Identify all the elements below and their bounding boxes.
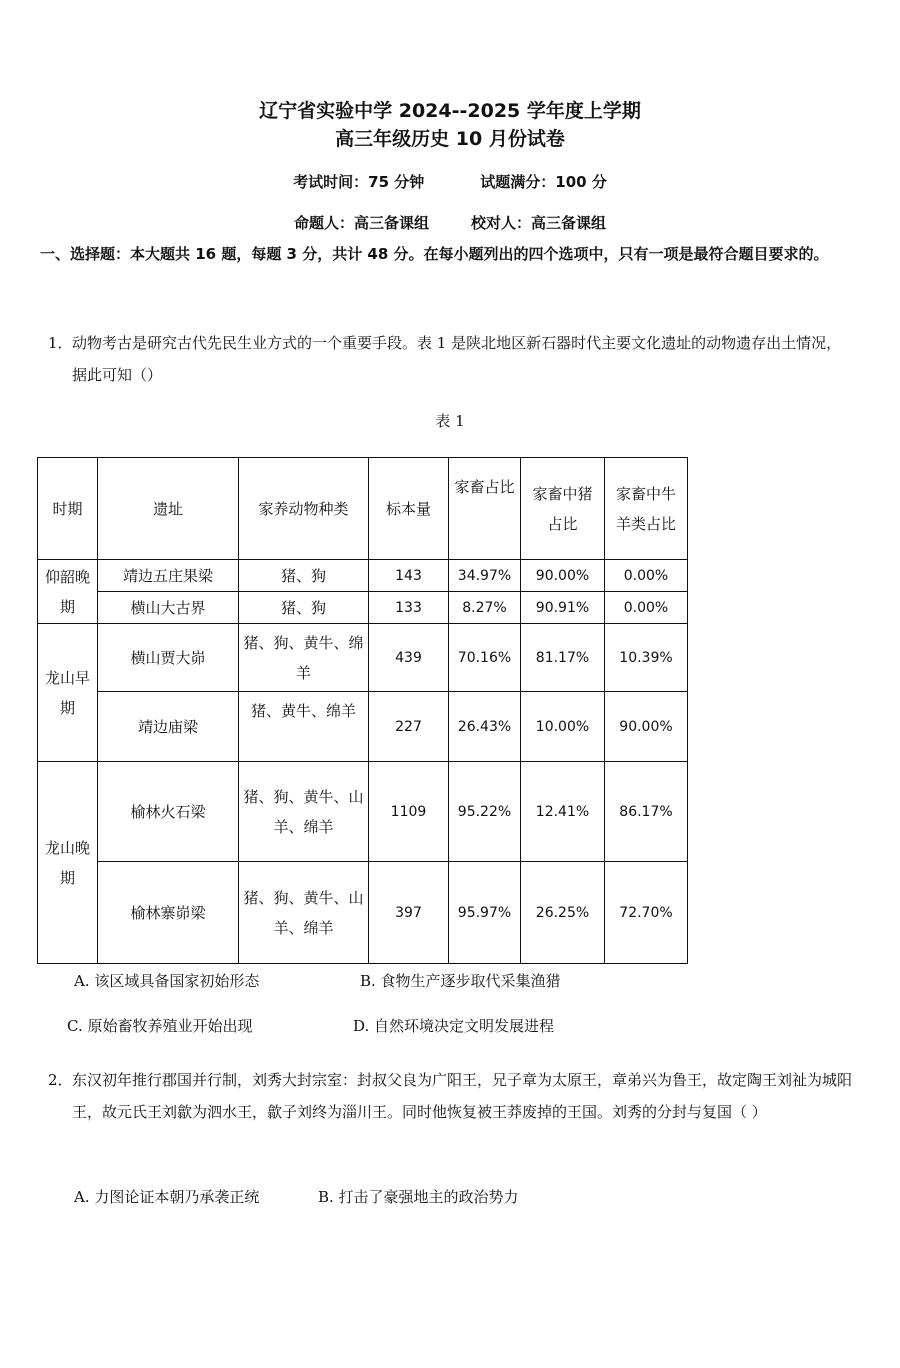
cell-animals: 猪、黄牛、绵羊 <box>239 692 369 762</box>
q2-text: 东汉初年推行郡国并行制，刘秀大封宗室：封叔父良为广阳王，兄子章为太原王，章弟兴为鲁王，故定陶王刘祉为城阳王，故元氏王刘歙为泗水王，歙子刘终为淄川王。同时他恢复被王莽废掉的王国。刘秀的分封与复国（ ） <box>72 1071 853 1121</box>
cell-site: 榆林火石梁 <box>98 762 239 862</box>
cell-samples: 439 <box>369 624 449 692</box>
cell-samples: 143 <box>369 560 449 592</box>
q1-option-d[interactable]: D. 自然环境决定文明发展进程 <box>353 1017 555 1035</box>
cell-animals: 猪、狗 <box>239 560 369 592</box>
cell-cattle-sheep-ratio: 72.70% <box>605 862 688 964</box>
checker: 校对人：高三备课组 <box>471 214 607 232</box>
table-header-row <box>38 458 688 560</box>
table-row <box>38 560 688 592</box>
cell-cattle-sheep-ratio: 10.39% <box>605 624 688 692</box>
header-site: 遗址 <box>98 458 239 560</box>
cell-samples: 227 <box>369 692 449 762</box>
period-longshan-late: 龙山晚期 <box>38 762 98 964</box>
cell-livestock-ratio: 26.43% <box>449 692 521 762</box>
cell-livestock-ratio: 95.97% <box>449 862 521 964</box>
header-cattle-sheep-ratio: 家畜中牛羊类占比 <box>605 458 688 560</box>
header-samples: 标本量 <box>369 458 449 560</box>
cell-animals: 猪、狗 <box>239 592 369 624</box>
header-animals: 家养动物种类 <box>239 458 369 560</box>
cell-site: 靖边庙梁 <box>98 692 239 762</box>
table-row <box>38 862 688 964</box>
table-row <box>38 624 688 692</box>
cell-livestock-ratio: 8.27% <box>449 592 521 624</box>
cell-animals: 猪、狗、黄牛、山羊、绵羊 <box>239 862 369 964</box>
cell-site: 靖边五庄果梁 <box>98 560 239 592</box>
cell-pig-ratio: 81.17% <box>521 624 605 692</box>
q1-option-b[interactable]: B. 食物生产逐步取代采集渔猎 <box>360 972 561 990</box>
cell-cattle-sheep-ratio: 90.00% <box>605 692 688 762</box>
exam-info-line <box>0 171 900 192</box>
cell-cattle-sheep-ratio: 0.00% <box>605 592 688 624</box>
cell-livestock-ratio: 95.22% <box>449 762 521 862</box>
cell-site: 榆林寨峁梁 <box>98 862 239 964</box>
header-pig-ratio: 家畜中猪占比 <box>521 458 605 560</box>
cell-pig-ratio: 26.25% <box>521 862 605 964</box>
header-period: 时期 <box>38 458 98 560</box>
exam-time: 考试时间：75 分钟 <box>293 173 425 191</box>
cell-samples: 1109 <box>369 762 449 862</box>
cell-cattle-sheep-ratio: 86.17% <box>605 762 688 862</box>
cell-cattle-sheep-ratio: 0.00% <box>605 560 688 592</box>
cell-samples: 397 <box>369 862 449 964</box>
period-longshan-early: 龙山早期 <box>38 624 98 762</box>
q1-number: 1． <box>48 334 73 352</box>
q1-text: 动物考古是研究古代先民生业方式的一个重要手段。表 1 是陕北地区新石器时代主要文化遗址的动物遗存出土情况，据此可知（） <box>72 334 842 384</box>
table-row <box>38 692 688 762</box>
table-row <box>38 592 688 624</box>
table-caption: 表 1 <box>435 412 465 430</box>
q2-number: 2． <box>48 1071 73 1089</box>
cell-livestock-ratio: 70.16% <box>449 624 521 692</box>
exam-title-line2: 高三年级历史 10 月份试卷 <box>335 128 565 150</box>
cell-animals: 猪、狗、黄牛、山羊、绵羊 <box>239 762 369 862</box>
animal-remains-table <box>37 457 688 964</box>
author-line <box>0 212 900 233</box>
cell-animals: 猪、狗、黄牛、绵羊 <box>239 624 369 692</box>
cell-livestock-ratio: 34.97% <box>449 560 521 592</box>
q2-option-a[interactable]: A. 力图论证本朝乃承袭正统 <box>74 1188 260 1206</box>
cell-site: 横山大古界 <box>98 592 239 624</box>
cell-site: 横山贾大峁 <box>98 624 239 692</box>
header-livestock-ratio: 家畜占比 <box>449 458 521 560</box>
section-heading: 一、选择题：本大题共 16 题，每题 3 分，共计 48 分。在每小题列出的四个选项中，只有一项是最符合题目要求的。 <box>40 245 829 263</box>
exam-title-line1: 辽宁省实验中学 2024--2025 学年度上学期 <box>259 100 641 122</box>
cell-pig-ratio: 10.00% <box>521 692 605 762</box>
q1-option-a[interactable]: A. 该区域具备国家初始形态 <box>74 972 260 990</box>
table-row <box>38 762 688 862</box>
setter: 命题人：高三备课组 <box>293 214 429 232</box>
cell-pig-ratio: 90.00% <box>521 560 605 592</box>
period-yangshao-late: 仰韶晚期 <box>38 560 98 624</box>
q2-option-b[interactable]: B. 打击了豪强地主的政治势力 <box>318 1188 519 1206</box>
q1-option-c[interactable]: C. 原始畜牧养殖业开始出现 <box>67 1017 253 1035</box>
cell-pig-ratio: 90.91% <box>521 592 605 624</box>
cell-samples: 133 <box>369 592 449 624</box>
full-score: 试题满分：100 分 <box>480 173 607 191</box>
cell-pig-ratio: 12.41% <box>521 762 605 862</box>
